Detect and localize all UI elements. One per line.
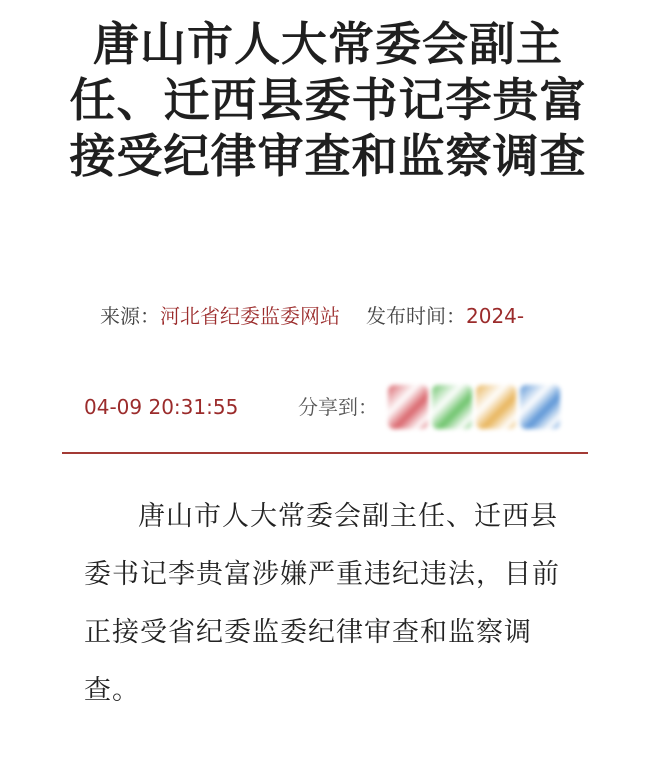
article-meta xyxy=(100,302,524,330)
header-divider xyxy=(62,452,588,454)
publish-date: 2024- xyxy=(466,304,525,328)
share-icon-4[interactable] xyxy=(520,385,560,429)
publish-time: 04-09 20:31:55 xyxy=(84,395,239,419)
source-link[interactable]: 河北省纪委监委网站 xyxy=(160,304,340,328)
article-body: 唐山市人大常委会副主任、迁西县委书记李贵富涉嫌严重违纪违法，目前正接受省纪委监委纪律审查和监察调查。 xyxy=(84,501,560,706)
share-icon-3[interactable] xyxy=(476,385,516,429)
share-icon-1[interactable] xyxy=(388,385,428,429)
share-label: 分享到： xyxy=(298,395,378,419)
share-icons xyxy=(388,385,560,429)
article-title: 唐山市人大常委会副主任、迁西县委书记李贵富接受纪律审查和监察调查 xyxy=(69,17,587,183)
publish-label: 发布时间： xyxy=(366,304,466,328)
share-icon-2[interactable] xyxy=(432,385,472,429)
source-label: 来源： xyxy=(100,304,160,328)
